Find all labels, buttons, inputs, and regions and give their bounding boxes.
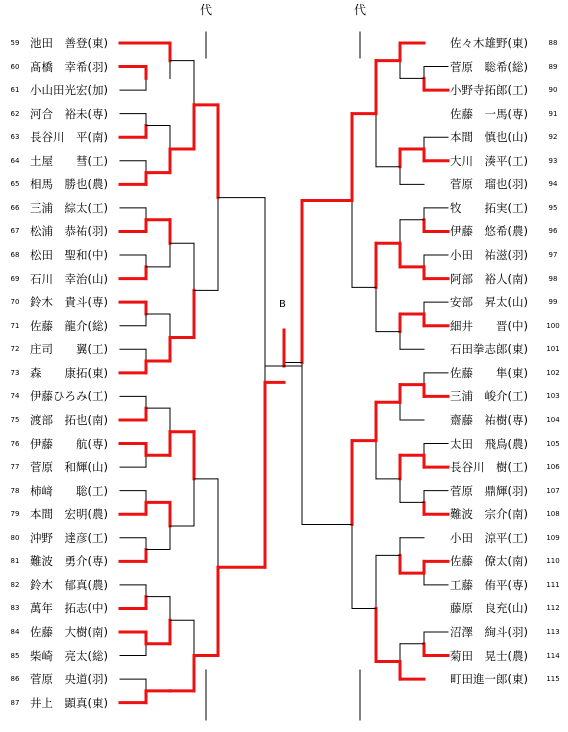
right-player-name: 小野寺拓郎(工) (450, 83, 528, 98)
right-player-name: 菅原 瑠也(羽) (450, 177, 528, 192)
right-seed-number: 114 (546, 651, 560, 660)
right-seed-number: 107 (546, 486, 560, 495)
left-player-name: 土屋 彗(工) (30, 153, 108, 168)
left-seed-number: 87 (10, 698, 20, 707)
right-seed-number: 102 (546, 368, 560, 377)
left-player-name: 渡部 拓也(南) (30, 412, 108, 427)
right-seed-number: 90 (548, 86, 558, 95)
left-seed-number: 59 (10, 39, 20, 47)
right-seed-number: 109 (546, 533, 560, 542)
left-seed-number: 63 (10, 133, 20, 142)
right-player-name: 安部 昇太(山) (450, 295, 528, 310)
right-seed-number: 108 (546, 510, 560, 519)
left-seed-number: 64 (10, 156, 20, 165)
right-seed-number: 94 (548, 180, 558, 189)
left-player-name: 相馬 勝也(農) (30, 177, 108, 192)
right-player-name: 大川 湊平(工) (450, 153, 528, 168)
left-player-name: 松浦 恭祐(羽) (30, 224, 108, 239)
right-player-name: 細井 晋(中) (450, 318, 528, 333)
left-player-name: 河合 裕未(専) (30, 106, 108, 121)
left-seed-number: 67 (10, 227, 20, 236)
left-seed-number: 61 (10, 86, 20, 95)
left-seed-number: 66 (10, 203, 20, 212)
left-seed-number: 78 (10, 486, 20, 495)
left-player-name: 柿﨑 聡(工) (30, 483, 108, 498)
right-player-name: 長谷川 樹(工) (450, 460, 528, 475)
right-seed-number: 106 (546, 463, 560, 472)
left-player-name: 石川 幸治(山) (30, 271, 108, 286)
left-seed-number: 83 (10, 604, 20, 613)
right-player-name: 町田進一郎(東) (450, 672, 528, 687)
left-player-name: 伊藤ひろみ(工) (30, 389, 108, 404)
right-seed-number: 93 (548, 156, 558, 165)
left-player-name: 沖野 達彦(工) (30, 530, 108, 545)
left-player-name: 長谷川 平(南) (30, 130, 108, 145)
right-player-name: 菅原 鼎輝(羽) (450, 483, 528, 498)
left-player-name: 森 康拓(東) (30, 365, 108, 380)
right-player-name: 佐藤 僚太(南) (450, 554, 528, 569)
right-player-name: 難波 宗介(南) (450, 507, 528, 522)
left-player-name: 髙橋 幸希(羽) (30, 59, 108, 74)
right-seed-number: 88 (548, 39, 558, 47)
right-player-name: 工藤 侑平(専) (450, 577, 528, 592)
right-player-name: 石田拳志郎(東) (450, 342, 528, 357)
right-seed-number: 103 (546, 392, 560, 401)
left-seed-number: 72 (10, 345, 20, 354)
left-player-name: 萬年 拓志(中) (30, 601, 108, 616)
left-player-name: 柴崎 亮太(総) (30, 648, 108, 663)
left-seed-number: 80 (10, 533, 20, 542)
right-player-name: 藤原 良充(山) (450, 601, 528, 616)
left-seed-number: 71 (10, 321, 20, 330)
left-seed-number: 74 (10, 392, 20, 401)
right-player-name: 佐々木雄野(東) (450, 36, 528, 50)
center-block-label: B (279, 299, 286, 310)
left-player-name: 池田 善登(東) (30, 36, 108, 50)
left-seed-number: 81 (10, 557, 20, 566)
left-player-name: 難波 勇介(専) (30, 554, 108, 569)
left-seed-number: 68 (10, 251, 20, 260)
left-player-name: 佐藤 大樹(南) (30, 625, 108, 639)
left-player-name: 松田 聖和(中) (30, 248, 108, 263)
right-seed-number: 89 (548, 62, 558, 71)
left-player-name: 鈴木 郁真(農) (30, 577, 108, 592)
left-seed-number: 82 (10, 580, 20, 589)
left-seed-number: 79 (10, 510, 20, 519)
left-player-name: 佐藤 龍介(総) (30, 318, 108, 333)
right-player-name: 齋藤 祐樹(専) (450, 412, 528, 427)
left-seed-number: 62 (10, 109, 20, 118)
left-seed-number: 69 (10, 274, 20, 283)
left-seed-number: 84 (10, 628, 20, 636)
right-seed-number: 105 (546, 439, 560, 448)
right-player-name: 牧 拓実(工) (450, 200, 528, 215)
left-player-name: 庄司 翼(工) (30, 342, 108, 357)
right-seed-number: 110 (546, 557, 560, 566)
right-seed-number: 99 (548, 298, 558, 307)
left-seed-number: 70 (10, 298, 20, 307)
left-seed-number: 75 (10, 415, 20, 424)
right-player-name: 小田 祐滋(羽) (450, 248, 528, 263)
left-seed-number: 60 (10, 62, 20, 71)
right-player-name: 小田 涼平(工) (450, 530, 528, 545)
left-seed-number: 65 (10, 180, 20, 189)
left-player-name: 鈴木 貴斗(専) (30, 295, 108, 310)
left-seed-number: 77 (10, 463, 20, 472)
right-player-name: 佐藤 一馬(専) (450, 106, 528, 121)
left-player-name: 小山田光宏(加) (30, 83, 108, 98)
right-seed-number: 104 (546, 415, 560, 424)
left-seed-number: 85 (10, 651, 20, 660)
left-player-name: 菅原 和輝(山) (30, 460, 108, 475)
right-seed-number: 113 (546, 628, 560, 636)
right-player-name: 本間 慎也(山) (450, 130, 528, 145)
right-seed-number: 92 (548, 133, 558, 142)
right-seed-number: 101 (546, 345, 560, 354)
right-seed-number: 111 (546, 580, 560, 589)
right-player-name: 阿部 裕人(南) (450, 271, 528, 286)
right-player-name: 菊田 晃士(農) (450, 648, 528, 663)
right-seed-number: 97 (548, 251, 558, 260)
right-player-name: 佐藤 隼(東) (450, 365, 528, 380)
right-seed-number: 112 (546, 604, 560, 613)
right-seed-number: 115 (546, 675, 560, 684)
left-seed-number: 73 (10, 368, 20, 377)
left-seed-number: 86 (10, 675, 20, 684)
left-player-name: 本間 宏明(農) (30, 507, 108, 522)
right-seed-number: 91 (548, 109, 558, 118)
left-player-name: 伊藤 航(専) (30, 436, 108, 451)
right-player-name: 伊藤 悠希(農) (450, 224, 528, 239)
header-left: 代 (200, 3, 213, 17)
right-player-name: 菅原 聡希(総) (450, 59, 528, 74)
left-player-name: 三浦 綜太(工) (30, 200, 108, 215)
right-seed-number: 100 (546, 321, 560, 330)
left-player-name: 菅原 央道(羽) (30, 672, 108, 687)
right-player-name: 三浦 峻介(工) (450, 389, 528, 404)
right-seed-number: 96 (548, 227, 558, 236)
right-seed-number: 98 (548, 274, 558, 283)
right-player-name: 沼澤 絢斗(羽) (450, 625, 528, 639)
left-seed-number: 76 (10, 439, 20, 448)
left-player-name: 井上 顕真(東) (30, 695, 108, 710)
right-player-name: 太田 飛鳥(農) (450, 436, 528, 451)
right-seed-number: 95 (548, 203, 558, 212)
header-right: 代 (354, 3, 367, 17)
